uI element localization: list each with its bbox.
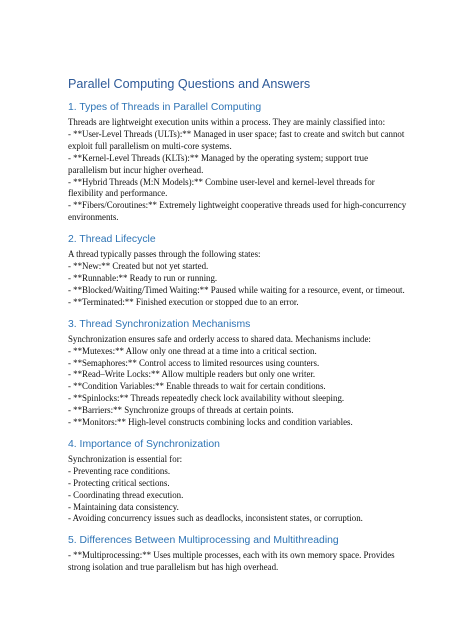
section-heading: 2. Thread Lifecycle [68,234,156,246]
list-item: - **Read–Write Locks:** Allow multiple readers but only one writer. [68,369,316,380]
list-item: - Maintaining data consistency. [68,501,179,512]
list-item: - **Semaphores:** Control access to limited resources using counters. [68,357,320,368]
section-heading: 1. Types of Threads in Parallel Computing [68,102,262,113]
list-item: - Coordinating thread execution. [68,489,184,500]
list-item: - **Condition Variables:** Enable threads to wait for certain conditions. [68,381,326,392]
list-item: - Avoiding concurrency issues such as deadlocks, inconsistent states, or corruption. [68,513,363,524]
list-item: - **Kernel-Level Threads (KLTs):** Managed by the operating system; support true parallelism but incur higher overhead. [68,152,369,175]
section-thread-lifecycle [68,233,408,309]
list-item: - Preventing race conditions. [68,465,171,476]
section-thread-types [68,101,408,224]
list-item: - **Blocked/Waiting/Timed Waiting:** Paused while waiting for a resource, event, or timeout. [68,284,405,295]
list-item: - **Hybrid Threads (M:N Models):** Combine user-level and kernel-level threads for flexibility and performance. [68,176,375,199]
list-item: - **Mutexes:** Allow only one thread at a time into a critical section. [68,345,317,356]
section-synchronization-importance [68,438,408,525]
list-item: - **Barriers:** Synchronize groups of threads at certain points. [68,405,294,416]
paragraph: A thread typically passes through the following states: [68,249,261,260]
paragraph: Synchronization ensures safe and orderly access to shared data. Mechanisms include: [68,333,371,344]
section-heading: 5. Differences Between Multiprocessing and Multithreading [68,535,339,547]
document-title: Parallel Computing Questions and Answers [68,77,311,91]
list-item: - **Terminated:** Finished execution or stopped due to an error. [68,296,299,307]
section-multiprocessing-vs-multithreading [68,534,408,574]
list-item: - **Spinlocks:** Threads repeatedly check lock availability without sleeping. [68,393,345,404]
list-item: - Protecting critical sections. [68,477,170,488]
list-item: - **New:** Created but not yet started. [68,261,209,272]
list-item: - **Runnable:** Ready to run or running. [68,272,218,283]
list-item: - **Multiprocessing:** Uses multiple processes, each with its own memory space. Provides strong isolation and true parallelism but has high overhead. [68,550,395,573]
list-item: - **Monitors:** High-level constructs combining locks and condition variables. [68,417,353,428]
section-synchronization-mechanisms [68,318,408,429]
list-item: - **Fibers/Coroutines:** Extremely lightweight cooperative threads used for high-concurrency environments. [68,200,407,223]
document-page [68,76,408,574]
list-item: - **User-Level Threads (ULTs):** Managed in user space; fast to create and switch but cannot exploit full parallelism on multi-core systems. [68,128,405,151]
paragraph: Synchronization is essential for: [68,453,183,464]
section-heading: 3. Thread Synchronization Mechanisms [68,318,251,330]
section-heading: 4. Importance of Synchronization [68,438,220,450]
paragraph: Threads are lightweight execution units within a process. They are mainly classified into: [68,117,386,127]
